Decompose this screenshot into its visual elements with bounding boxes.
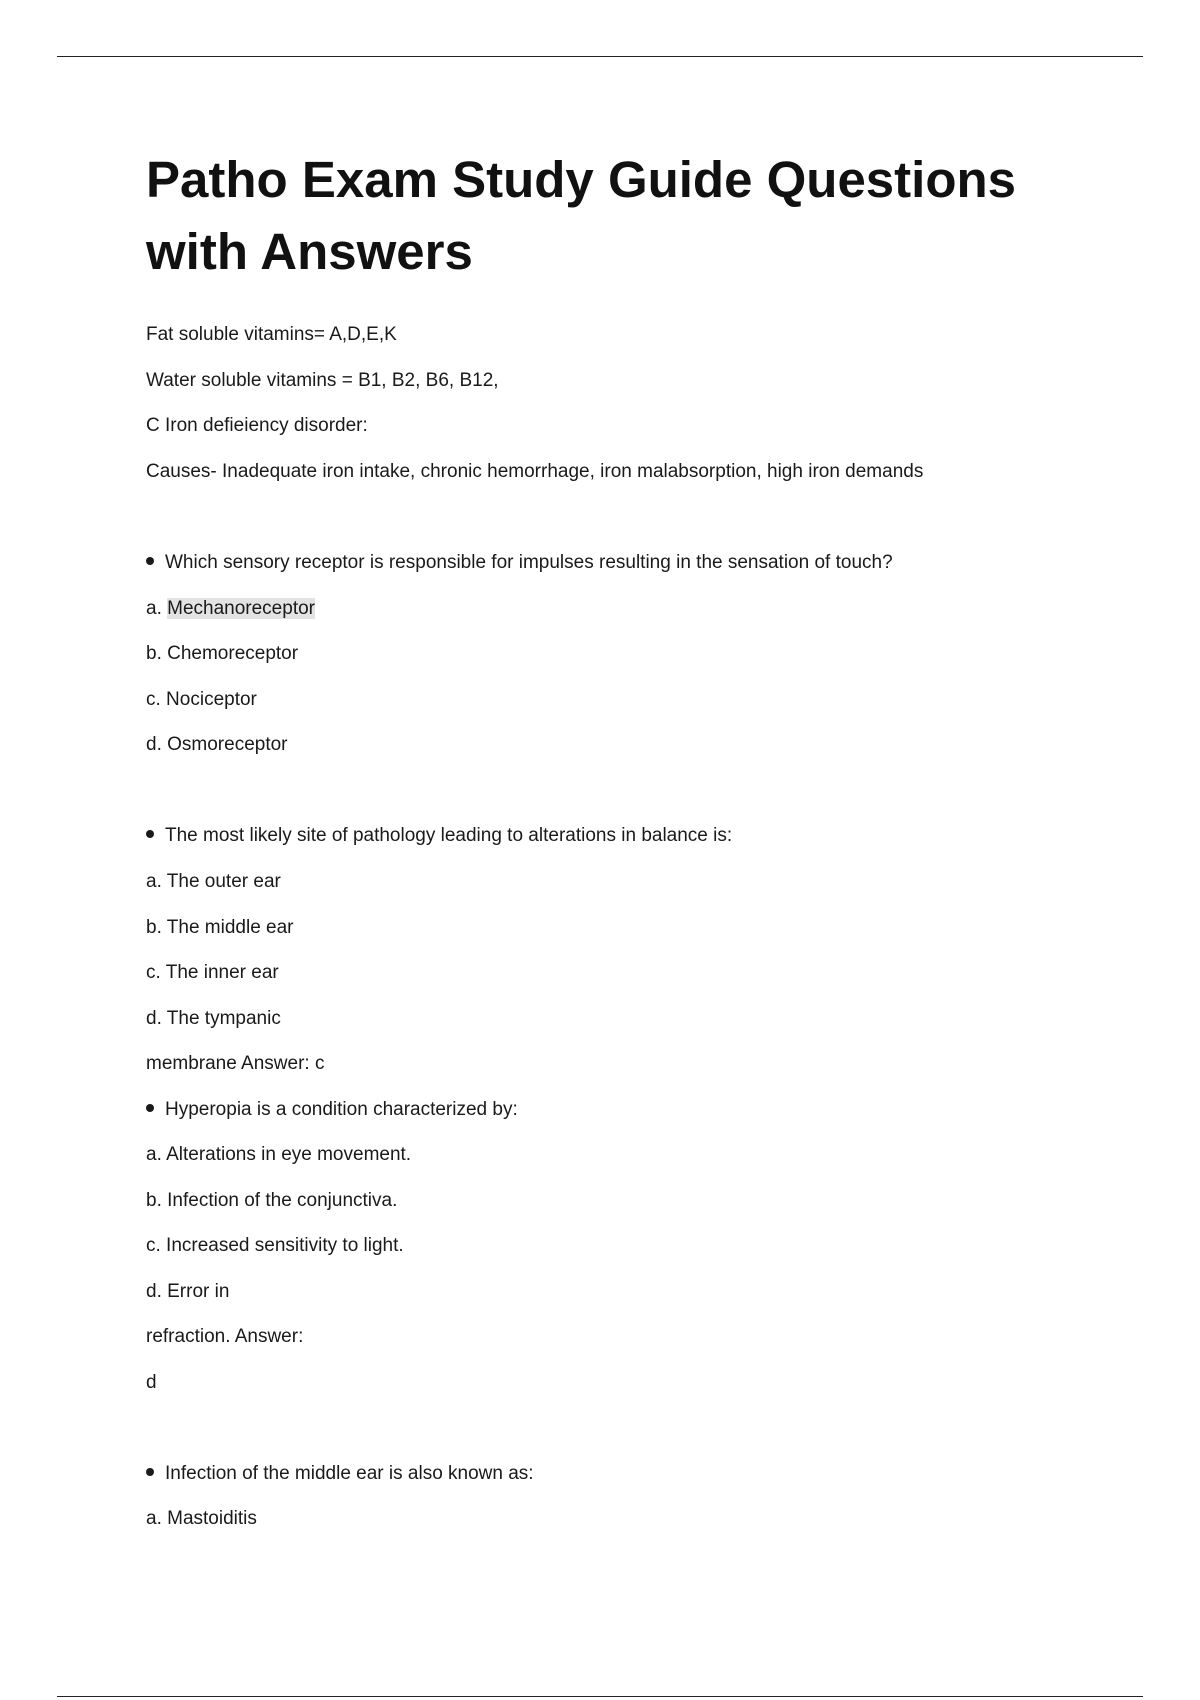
top-rule: [57, 56, 1143, 57]
option-a-prefix: a.: [146, 598, 168, 619]
bullet-icon: [146, 1468, 154, 1476]
question-1: [146, 551, 893, 575]
question-2-option-a: a. The outer ear: [146, 871, 281, 892]
note-water-soluble: Water soluble vitamins = B1, B2, B6, B12,: [146, 370, 499, 391]
question-3-answer: d: [146, 1372, 157, 1393]
question-3-text: Hyperopia is a condition characterized by:: [165, 1099, 518, 1120]
question-2-option-c: c. The inner ear: [146, 962, 279, 983]
question-3: [146, 1098, 518, 1122]
bullet-icon: [146, 830, 154, 838]
highlighted-answer: Mechanoreceptor: [167, 598, 315, 619]
page-title: Patho Exam Study Guide Questions with Answers: [146, 151, 1016, 280]
question-3-option-b: b. Infection of the conjunctiva.: [146, 1190, 398, 1211]
question-1-option-b: b. Chemoreceptor: [146, 643, 299, 664]
question-2-option-b: b. The middle ear: [146, 917, 294, 938]
question-1-option-a: [146, 597, 315, 621]
note-fat-soluble: Fat soluble vitamins= A,D,E,K: [146, 324, 397, 345]
question-2-option-d: d. The tympanic: [146, 1008, 281, 1029]
question-1-option-d: d. Osmoreceptor: [146, 734, 288, 755]
question-4-option-a: a. Mastoiditis: [146, 1508, 257, 1529]
bullet-icon: [146, 557, 154, 565]
note-iron-deficiency: C Iron defieiency disorder:: [146, 415, 368, 436]
question-1-option-c: c. Nociceptor: [146, 689, 257, 710]
question-2-text: The most likely site of pathology leading to alterations in balance is:: [165, 825, 733, 846]
question-3-option-c: c. Increased sensitivity to light.: [146, 1235, 404, 1256]
question-2-answer: membrane Answer: c: [146, 1053, 325, 1074]
question-2: [146, 824, 732, 848]
note-causes: Causes- Inadequate iron intake, chronic hemorrhage, iron malabsorption, high iron demands: [146, 461, 924, 482]
question-4-text: Infection of the middle ear is also known as:: [165, 1463, 534, 1484]
question-1-text: Which sensory receptor is responsible for impulses resulting in the sensation of touch?: [165, 552, 893, 573]
question-3-answer-label: refraction. Answer:: [146, 1326, 304, 1347]
question-3-option-a: a. Alterations in eye movement.: [146, 1144, 412, 1165]
bullet-icon: [146, 1104, 154, 1112]
question-3-option-d: d. Error in: [146, 1281, 230, 1302]
question-4: [146, 1462, 534, 1486]
bottom-rule: [57, 1696, 1143, 1697]
